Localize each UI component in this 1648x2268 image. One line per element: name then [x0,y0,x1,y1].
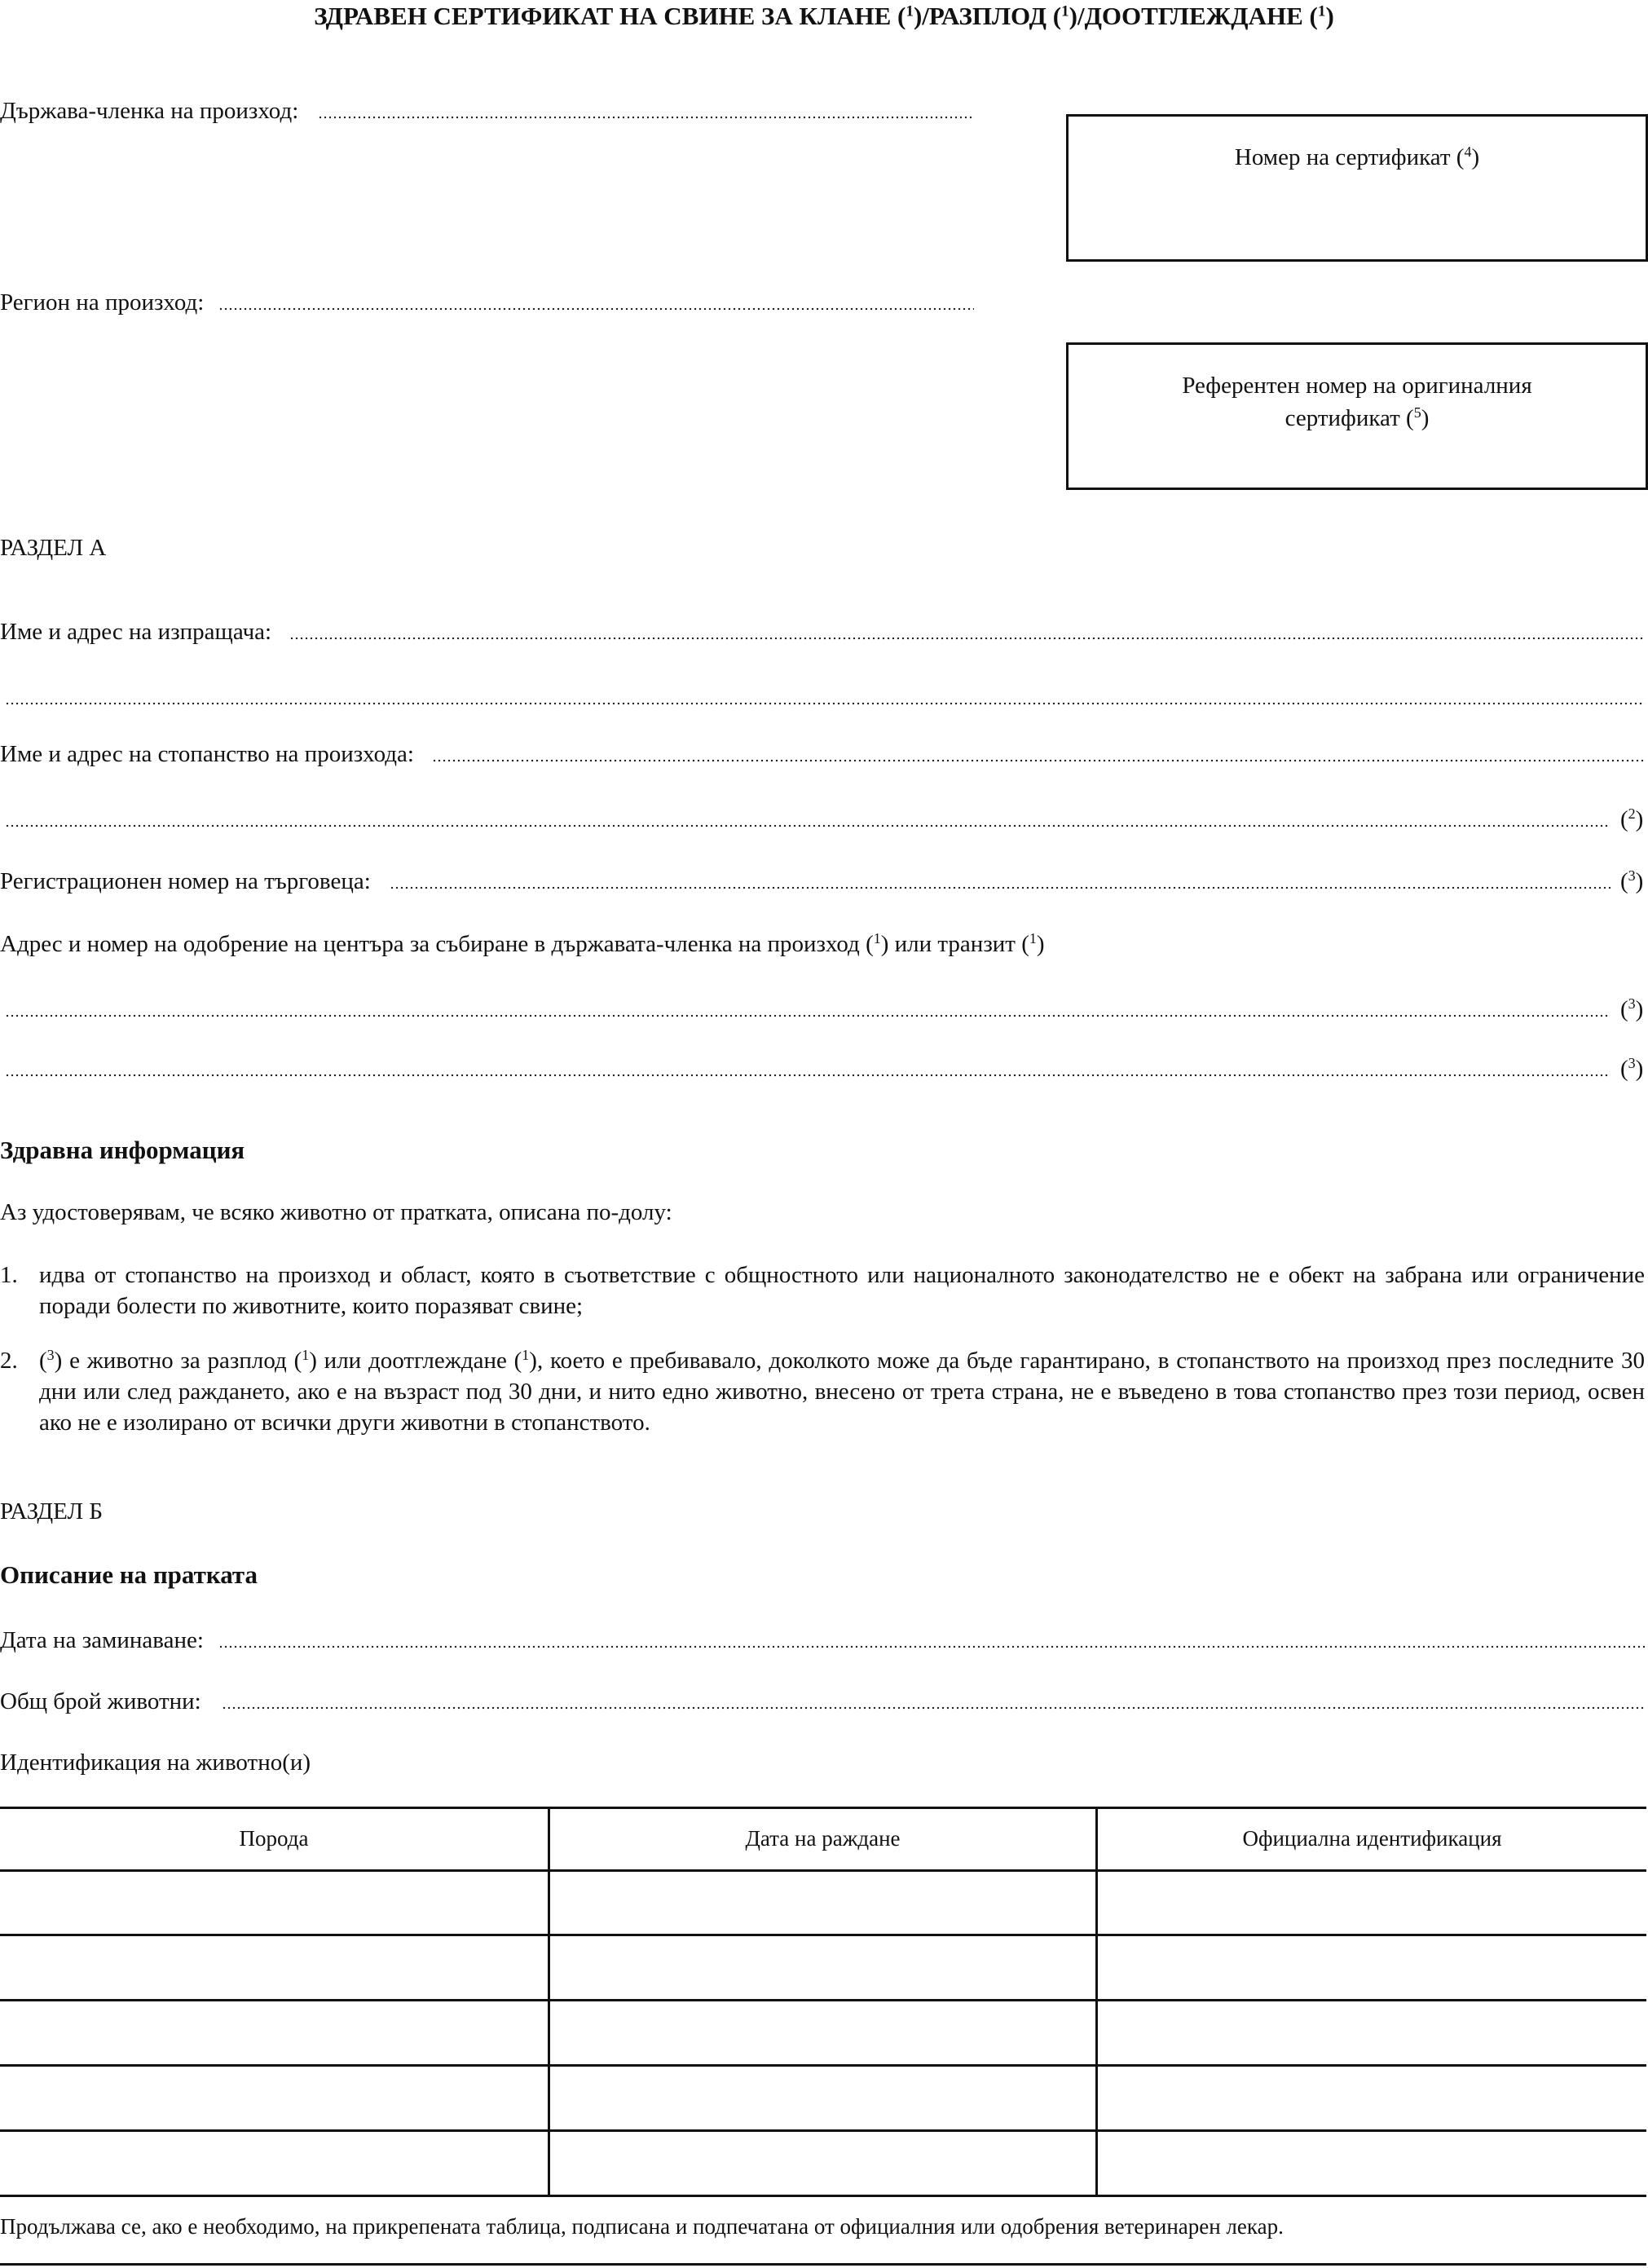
table-row[interactable] [0,2067,1646,2129]
continuation-note: Продължава се, ако е необходимо, на прикрепената таблица, подписана и подпечатана от официалния или одобрения ветеринарен лекар. [0,2214,1284,2239]
table-row[interactable] [0,2132,1646,2195]
holding-label: Име и адрес на стопанство на произхода: [0,741,414,767]
member-state-field[interactable] [318,116,974,119]
section-a-heading: РАЗДЕЛ А [0,535,107,561]
collection-centre-footnote-1: ($^3$) [1620,995,1644,1022]
region-field[interactable] [218,307,974,311]
reference-number-label-line2: сертификат [1284,405,1400,431]
certificate-number-label: Номер на сертификат [1234,144,1451,170]
total-animals-label: Общ брой животни: [0,1688,201,1714]
section-b-heading: РАЗДЕЛ Б [0,1498,104,1525]
health-info-heading: Здравна информация [0,1136,245,1164]
column-header-breed: Порода [239,1826,309,1851]
item-2-text: ($^3$) е животно за разплод ($^1$) или доотглеждане ($^1$), което е пребивавало, доколкото може да бъде гарантирано, в стопанството на произход през последните 30 дни или след раждането, ако е на възраст под 30 дни, и нито едно животно, внесено от трета страна, не е въведено в това стопанство през този период, освен ако не е изолирано от всички други животни в стопанството. [39,1347,1645,1436]
identification-label: Идентификация на животно(и) [0,1750,311,1776]
health-intro: Аз удостоверявам, че всяко животно от пратката, описана по-долу: [0,1199,672,1225]
collection-centre-footnote-2: ($^3$) [1620,1055,1644,1082]
table-rule [0,2195,1646,2197]
consignor-label: Име и адрес на изпращача: [0,619,272,645]
region-label: Регион на произход: [0,289,205,315]
consignment-description-heading: Описание на пратката [0,1560,258,1589]
dealer-label: Регистрационен номер на търговеца: [0,868,371,894]
column-header-official-id: Официална идентификация [1242,1826,1502,1851]
departure-date-label: Дата на заминаване: [0,1627,204,1653]
dealer-footnote: ($^3$) [1620,867,1644,894]
certificate-title: ЗДРАВЕН СЕРТИФИКАТ НА СВИНЕ ЗА КЛАНЕ ($^1$)/РАЗПЛОД ($^1$)/ДООТГЛЕЖДАНЕ ($^1$) [314,2,1334,30]
table-row[interactable] [0,1872,1646,1934]
total-animals-field[interactable] [222,1706,1645,1710]
holding-field-line2[interactable] [5,824,1611,827]
departure-date-field[interactable] [218,1645,1645,1648]
collection-centre-field-line2[interactable] [5,1074,1611,1077]
item-1-number: 1. [0,1262,18,1288]
certificate-number-box[interactable]: Номер на сертификат ($^4$) [1066,114,1648,262]
table-row[interactable] [0,1936,1646,1999]
column-header-birth-date: Дата на раждане [745,1826,901,1851]
dealer-field[interactable] [390,886,1611,889]
collection-centre-label: Адрес и номер на одобрение на центъра за събиране в държавата-членка на произход ($^1$) или транзит ($^1$) [0,930,1045,957]
item-2-number: 2. [0,1348,18,1374]
item-1-text: идва от стопанство на произход и област, която в съответствие с общностното или националното законодателство не е обект на забрана или ограничение поради болести по животните, които поразяват свине; [39,1262,1645,1319]
consignor-field-line2[interactable] [5,702,1645,705]
holding-field[interactable] [432,759,1645,762]
table-row[interactable] [0,2001,1646,2064]
reference-number-label-line1: Референтен номер на оригиналния [1182,373,1532,399]
collection-centre-field-line1[interactable] [5,1014,1611,1017]
table-rule [0,1807,1646,1809]
reference-number-box[interactable]: Референтен номер на оригиналния сертификат ($^5$) [1066,342,1648,490]
holding-footnote: ($^2$) [1620,805,1644,832]
consignor-field[interactable] [289,637,1645,640]
bottom-rule [0,2263,1646,2266]
member-state-label: Държава-членка на произход: [0,98,299,124]
